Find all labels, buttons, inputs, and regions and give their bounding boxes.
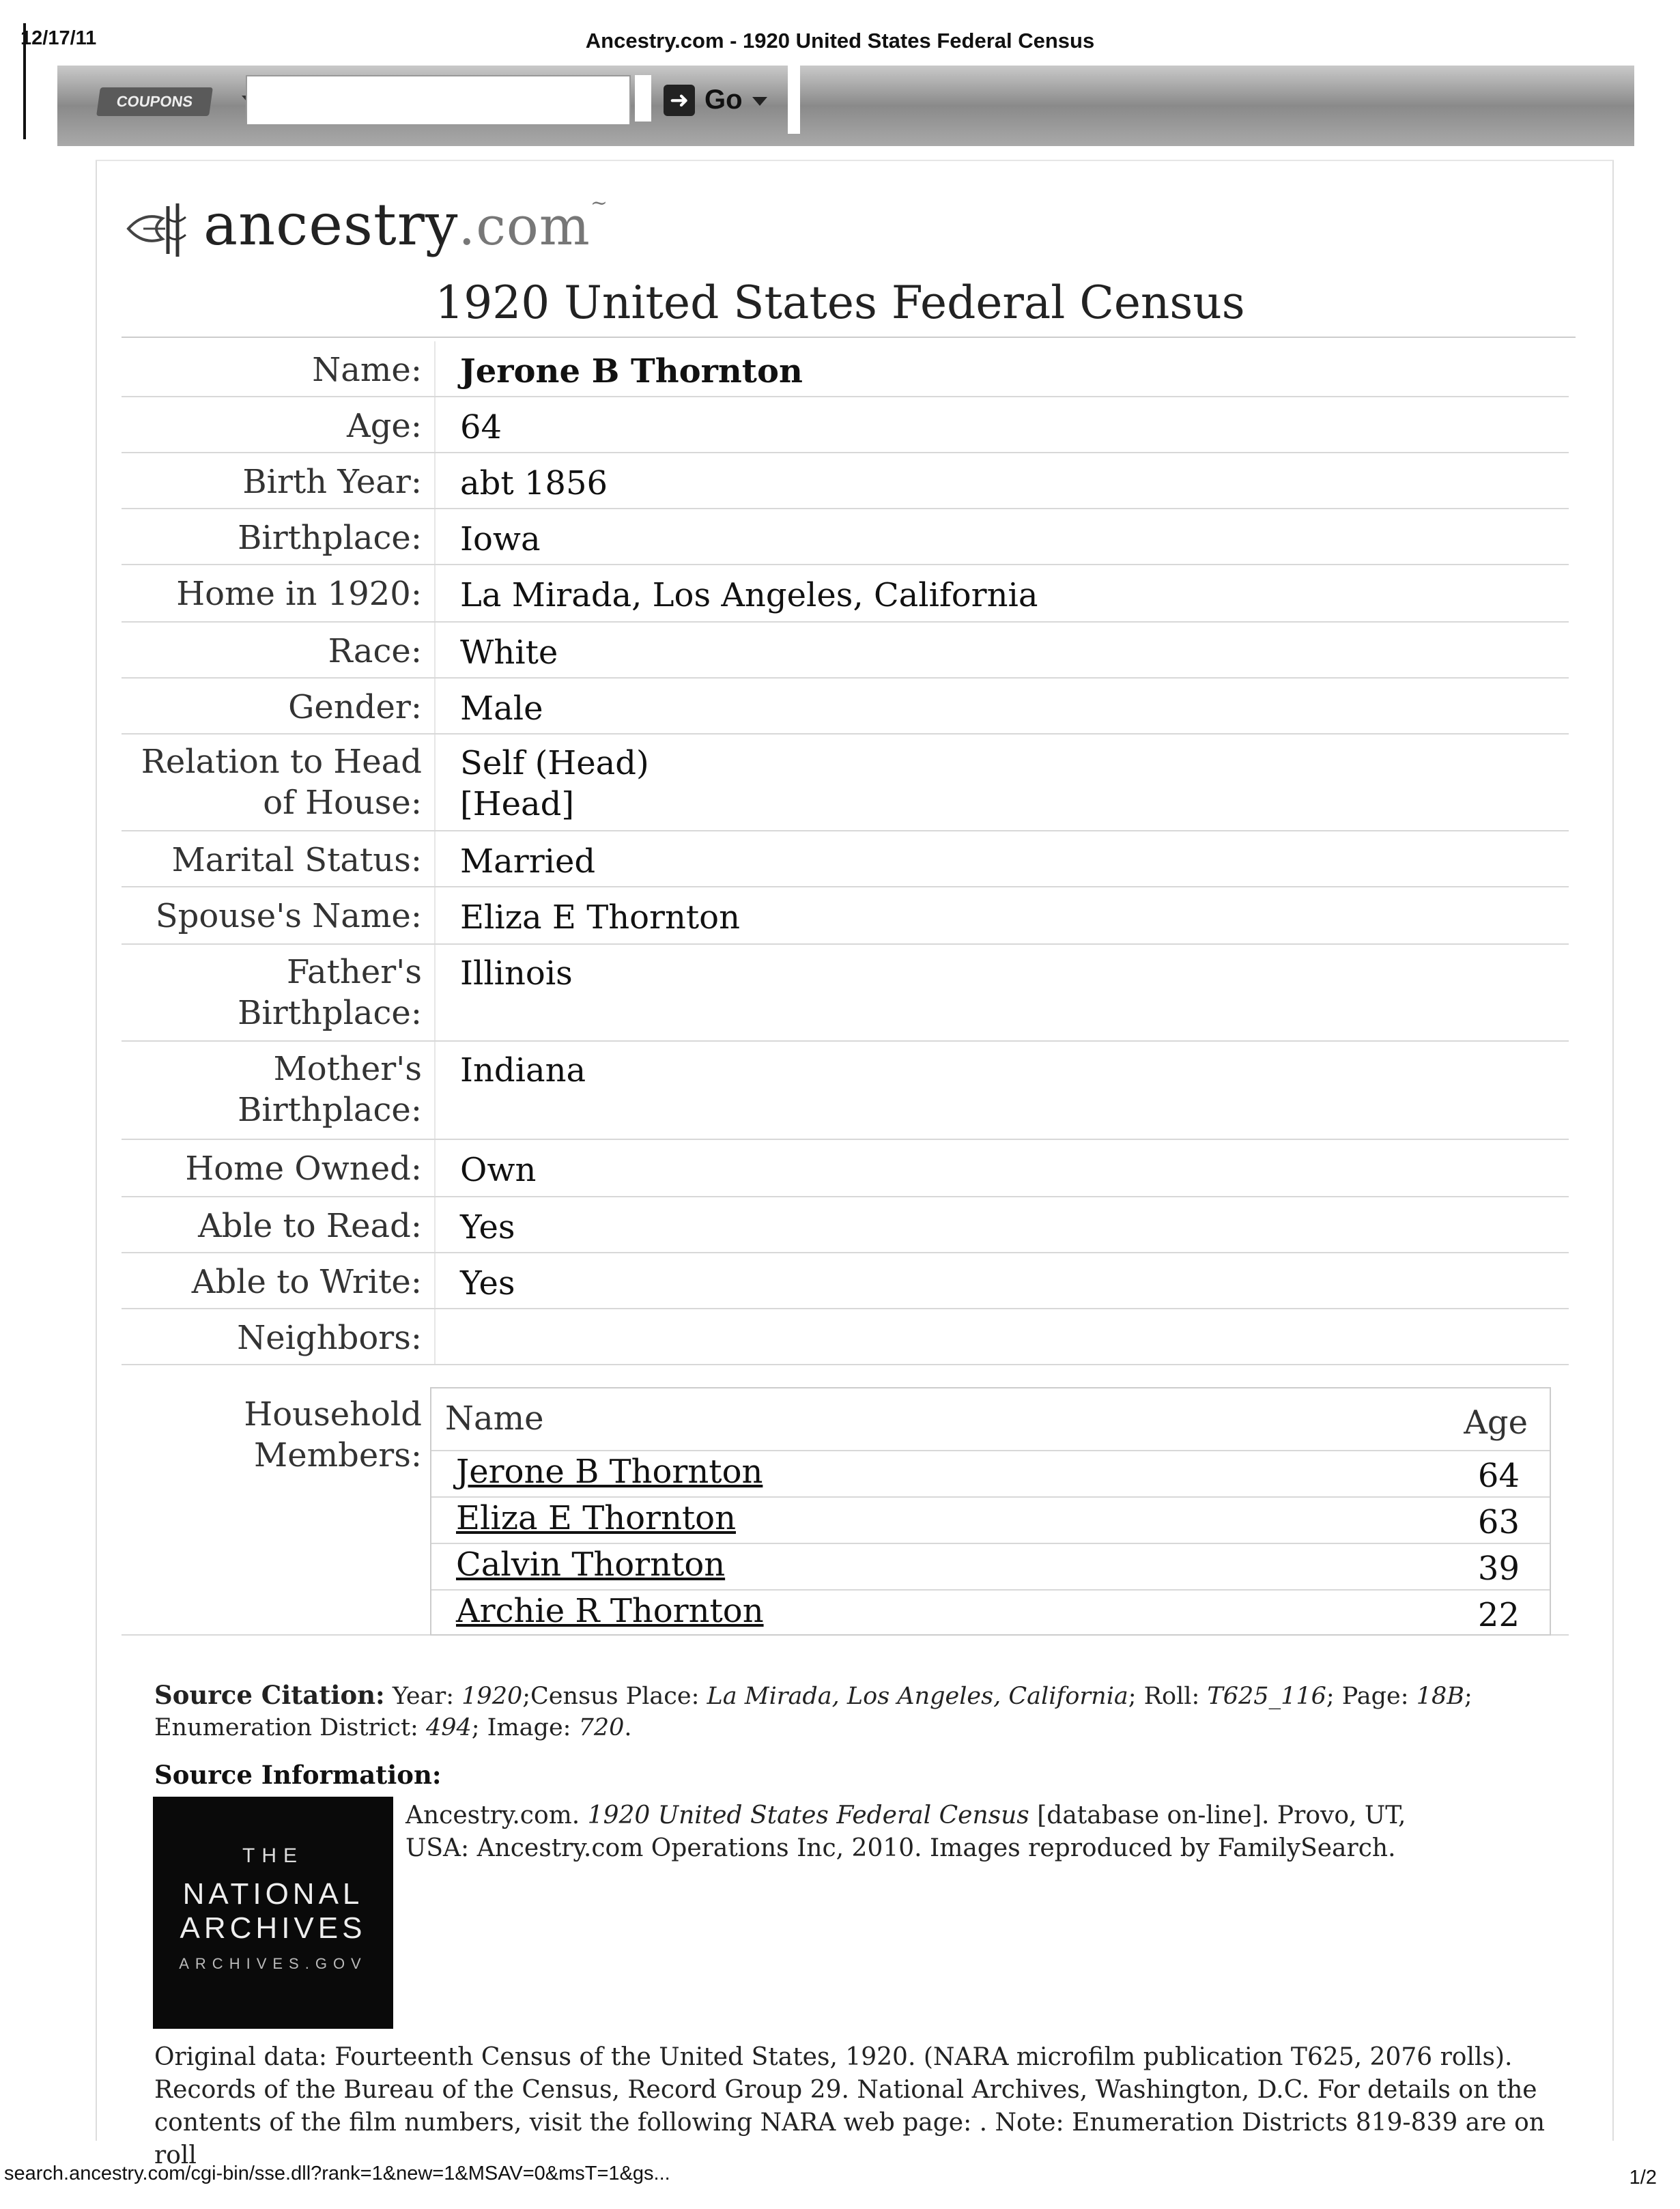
citation-district: 494 (425, 1714, 472, 1741)
field-value-spouse: Eliza E Thornton (460, 898, 740, 937)
print-date: 12/17/11 (20, 27, 97, 49)
field-row-birth-year (122, 453, 1569, 509)
field-label: Name: (312, 351, 422, 389)
source-information-text: Ancestry.com. 1920 United States Federal Census [database on-line]. Provo, UT, USA: Ancestry.com Operations Inc, 2010. Images reproduced by FamilySearch. (405, 1801, 1406, 1862)
logo-suffix: .com (458, 196, 590, 257)
citation-year: 1920 (461, 1683, 523, 1710)
field-row-home (122, 565, 1569, 623)
field-row-spouse (122, 887, 1569, 945)
field-row-able-to-read (122, 1197, 1569, 1253)
field-value-able-to-read: Yes (460, 1208, 515, 1246)
household-table (430, 1387, 1551, 1636)
field-label: Spouse's Name: (155, 897, 422, 935)
household-label (122, 1394, 422, 1476)
print-header-title: Ancestry.com - 1920 United States Federal Census (585, 29, 1095, 53)
field-label-line-2: Birthplace: (238, 994, 422, 1032)
field-label: Marital Status: (171, 841, 422, 879)
table-row (431, 1589, 1550, 1636)
field-label-line-1: Relation to Head (141, 743, 422, 781)
household-label-line-1: Household (244, 1395, 422, 1434)
field-value-relation-line-1: Self (Head) (460, 744, 649, 782)
original-data-note: Original data: Fourteenth Census of the United States, 1920. (NARA microfilm publication T625, 2076 rolls). Records of the Bureau of the Census, Record Group 29. National Archives, Washington, D.C. For details on the contents of the film numbers, visit the following NARA web page: . Note: Enumeration Districts 819-839 are on roll (154, 2043, 1546, 2169)
toolbar-separator (788, 66, 800, 134)
nara-logo-national: NATIONAL (182, 1877, 364, 1911)
household-member-age: 39 (1477, 1550, 1520, 1588)
go-label: Go (704, 85, 743, 115)
source-citation: Source Citation: Year: 1920;Census Place: La Mirada, Los Angeles, California; Roll: T625_116; Page: 18B; Enumeration District: 494; Image: 720. (154, 1680, 1472, 1741)
field-row-name (122, 341, 1569, 397)
field-value-race: White (460, 633, 558, 672)
field-value-marital-status: Married (460, 842, 596, 881)
nara-logo-the: THE (242, 1844, 304, 1867)
household-label-line-2: Members: (254, 1436, 422, 1474)
page-title: 1920 United States Federal Census (435, 276, 1245, 329)
field-label: Birthplace: (238, 519, 422, 557)
leaf-logo-icon (123, 198, 198, 259)
household-member-age: 64 (1477, 1457, 1520, 1495)
field-label: Able to Read: (198, 1207, 422, 1245)
citation-roll: T625_116 (1207, 1683, 1326, 1710)
citation-place: La Mirada, Los Angeles, California (707, 1683, 1128, 1710)
field-row-neighbors (122, 1309, 1569, 1365)
citation-image: 720 (578, 1714, 625, 1741)
field-row-relation (122, 735, 1569, 831)
print-footer-url: search.ancestry.com/cgi-bin/sse.dll?rank=1&new=1&MSAV=0&msT=1&gs... (4, 2163, 670, 2184)
field-value-name: Jerone B Thornton (460, 352, 803, 390)
logo-text: ancestry.com~ (203, 191, 608, 258)
title-divider (122, 337, 1576, 338)
field-label: Neighbors: (237, 1319, 422, 1357)
browser-toolbar (57, 66, 1634, 146)
nara-logo-gov: ARCHIVES.GOV (179, 1955, 367, 1972)
field-label: Home Owned: (185, 1150, 422, 1188)
household-members-section (122, 1387, 1569, 1636)
print-page-number: 1/2 (1629, 2167, 1657, 2189)
toolbar-search-end (635, 75, 651, 122)
field-row-home-owned (122, 1140, 1569, 1197)
field-label: Race: (328, 632, 422, 670)
field-label: Gender: (288, 688, 422, 726)
arrow-right-icon: ➜ (664, 85, 695, 116)
go-button[interactable] (664, 81, 786, 119)
household-member-link[interactable]: Jerone B Thornton (456, 1453, 763, 1491)
field-value-able-to-write: Yes (460, 1264, 515, 1302)
field-row-marital-status (122, 831, 1569, 887)
household-col-name: Name (445, 1399, 544, 1438)
field-value-home-owned: Own (460, 1151, 537, 1189)
field-label-line-1: Mother's (273, 1050, 422, 1088)
household-member-link[interactable]: Archie R Thornton (456, 1592, 764, 1630)
household-member-age: 22 (1477, 1596, 1520, 1634)
field-value-relation-line-2: [Head] (460, 785, 575, 823)
household-col-age: Age (1464, 1403, 1528, 1442)
field-row-gender (122, 679, 1569, 735)
field-value-birthplace: Iowa (460, 520, 541, 558)
household-member-link[interactable]: Eliza E Thornton (456, 1499, 736, 1537)
field-value-home: La Mirada, Los Angeles, California (460, 576, 1038, 614)
field-label-line-2: of House: (263, 784, 422, 822)
logo-brand: ancestry (203, 191, 459, 258)
citation-page: 18B (1416, 1683, 1464, 1710)
national-archives-logo (153, 1797, 393, 2029)
field-value-age: 64 (460, 408, 502, 446)
field-row-birthplace (122, 509, 1569, 565)
field-label: Able to Write: (191, 1263, 422, 1301)
field-label: Birth Year: (242, 463, 422, 501)
field-value-gender: Male (460, 689, 543, 728)
source-information-label: Source Information: (154, 1760, 442, 1790)
table-row (431, 1450, 1550, 1496)
toolbar-search-input[interactable] (246, 75, 631, 126)
household-member-age: 63 (1477, 1503, 1520, 1541)
table-row (431, 1543, 1550, 1589)
field-label: Home in 1920: (176, 575, 422, 613)
field-row-age (122, 397, 1569, 453)
field-label-line-2: Birthplace: (238, 1091, 422, 1129)
record-fields (122, 341, 1569, 1365)
table-row (431, 1496, 1550, 1543)
field-value-birth-year: abt 1856 (460, 464, 608, 502)
field-row-able-to-write (122, 1253, 1569, 1309)
field-value-mother-birthplace: Indiana (460, 1051, 586, 1089)
database-title: 1920 United States Federal Census (587, 1801, 1029, 1829)
coupons-logo: COUPONS (96, 87, 213, 116)
field-value-father-birthplace: Illinois (460, 954, 573, 993)
field-row-father-birthplace (122, 945, 1569, 1042)
field-row-mother-birthplace (122, 1042, 1569, 1140)
chevron-down-icon (752, 97, 767, 106)
field-label-line-1: Father's (286, 953, 422, 991)
field-label: Age: (347, 407, 422, 445)
household-member-link[interactable]: Calvin Thornton (456, 1545, 726, 1584)
field-row-race (122, 623, 1569, 679)
citation-label: Source Citation: (154, 1680, 385, 1710)
nara-logo-archives: ARCHIVES (180, 1911, 367, 1945)
